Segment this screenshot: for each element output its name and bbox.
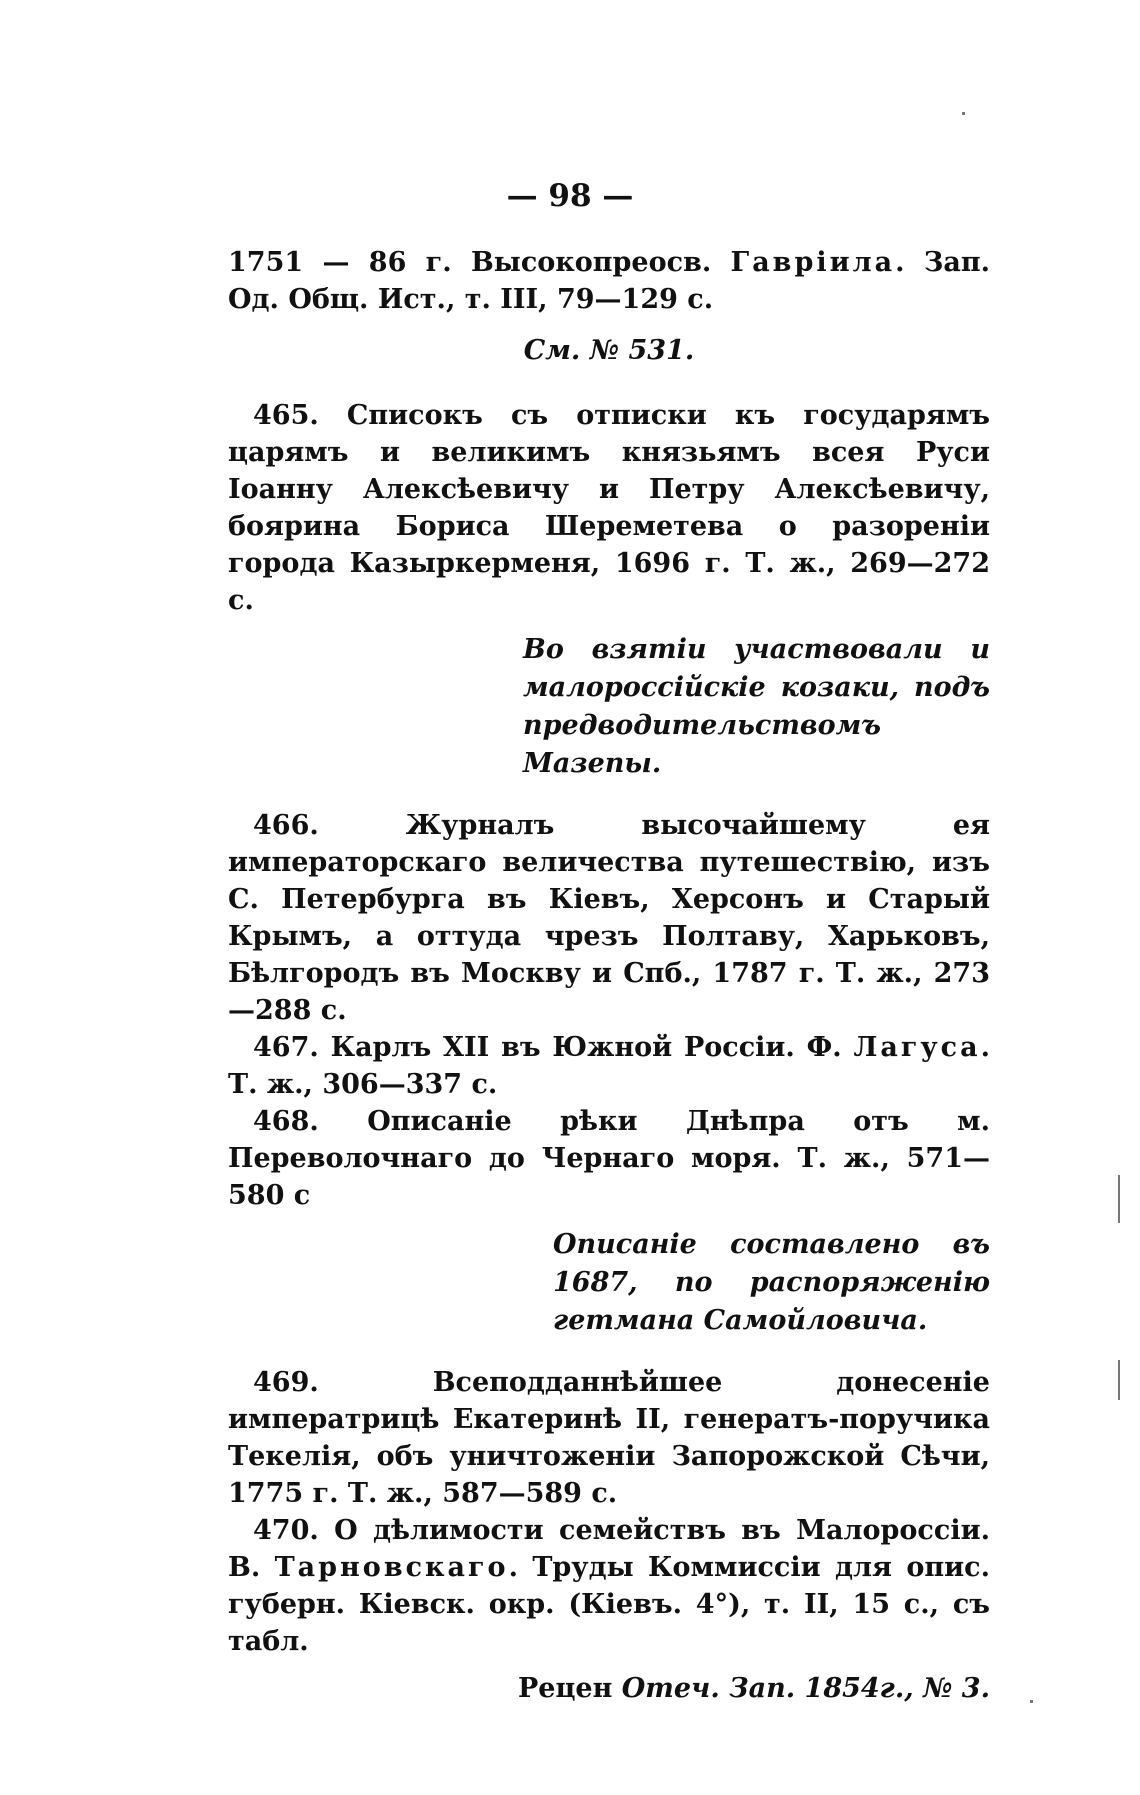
review-reference: [228, 1670, 990, 1707]
scan-speck: [1118, 1175, 1120, 1223]
page-body: [228, 244, 990, 1707]
entry-continuation: [228, 244, 990, 318]
entry-continuation-author: Гавріила: [730, 247, 896, 278]
note-468: Описаніе составлено въ 1687, по распоряженію гетмана Самойловича.: [553, 1229, 990, 1336]
entry-470-author: Тарновскаго: [274, 1552, 509, 1583]
entry-467-text-a: 467. Карлъ XII въ Южной Россіи. Ф.: [253, 1032, 854, 1063]
entry-468: 468. Описаніе рѣки Днѣпра отъ м. Переволочнаго до Чернаго моря. Т. ж., 571—580 с: [228, 1106, 990, 1211]
page-number: — 98 —: [506, 178, 634, 214]
entry-467-author: Лагуса: [853, 1032, 981, 1063]
entry-continuation-text-a: 1751 — 86 г. Высокопреосв.: [228, 247, 731, 278]
scan-speck: [1118, 1360, 1120, 1400]
scan-speck: [962, 112, 965, 115]
entry-469: 469. Всеподданнѣйшее донесеніе императрицѣ Екатеринѣ II, генератъ-поручика Текелія, объ уничтоженіи Запорожской Сѣчи, 1775 г. Т. ж., 587—589 с.: [228, 1367, 990, 1509]
entry-continuation-text-b: . Зап. Од. Общ. Ист., т. III, 79—129 с.: [228, 247, 990, 315]
scan-speck: [1030, 1700, 1033, 1703]
review-source: Отеч. Зап. 1854г., № 3.: [621, 1673, 990, 1704]
see-also-reference: См. № 531.: [523, 335, 695, 366]
entry-470-text-a: 470. О дѣлимости семействъ въ Малороссіи. В.: [228, 1515, 990, 1583]
entry-466: 466. Журналъ высочайшему ея императорскаго величества путешествію, изъ С. Петербурга въ Кіевъ, Херсонъ и Старый Крымъ, а оттуда чрезъ Полтаву, Харьковъ, Бѣлгородъ въ Москву и Спб., 1787 г. Т. ж., 273—288 с.: [228, 810, 990, 1026]
entry-467: [228, 1029, 990, 1103]
entry-470-text-b: . Труды Коммиссіи для опис. губерн. Кіевск. окр. (Кіевъ. 4°), т. II, 15 с., съ табл.: [228, 1552, 990, 1657]
review-label: Рецен: [517, 1673, 613, 1704]
note-465: Во взятіи участвовали и малороссійскіе козаки, подъ предводительствомъ Мазепы.: [523, 634, 990, 779]
entry-470: [228, 1512, 990, 1660]
entry-465: 465. Списокъ съ отписки къ государямъ царямъ и великимъ князьямъ всея Руси Іоанну Алексѣевичу и Петру Алексѣевичу, боярина Бориса Шереметева о разореніи города Казыркерменя, 1696 г. Т. ж., 269—272 с.: [228, 400, 990, 616]
entry-467-text-b: . Т. ж., 306—337 с.: [228, 1032, 990, 1100]
